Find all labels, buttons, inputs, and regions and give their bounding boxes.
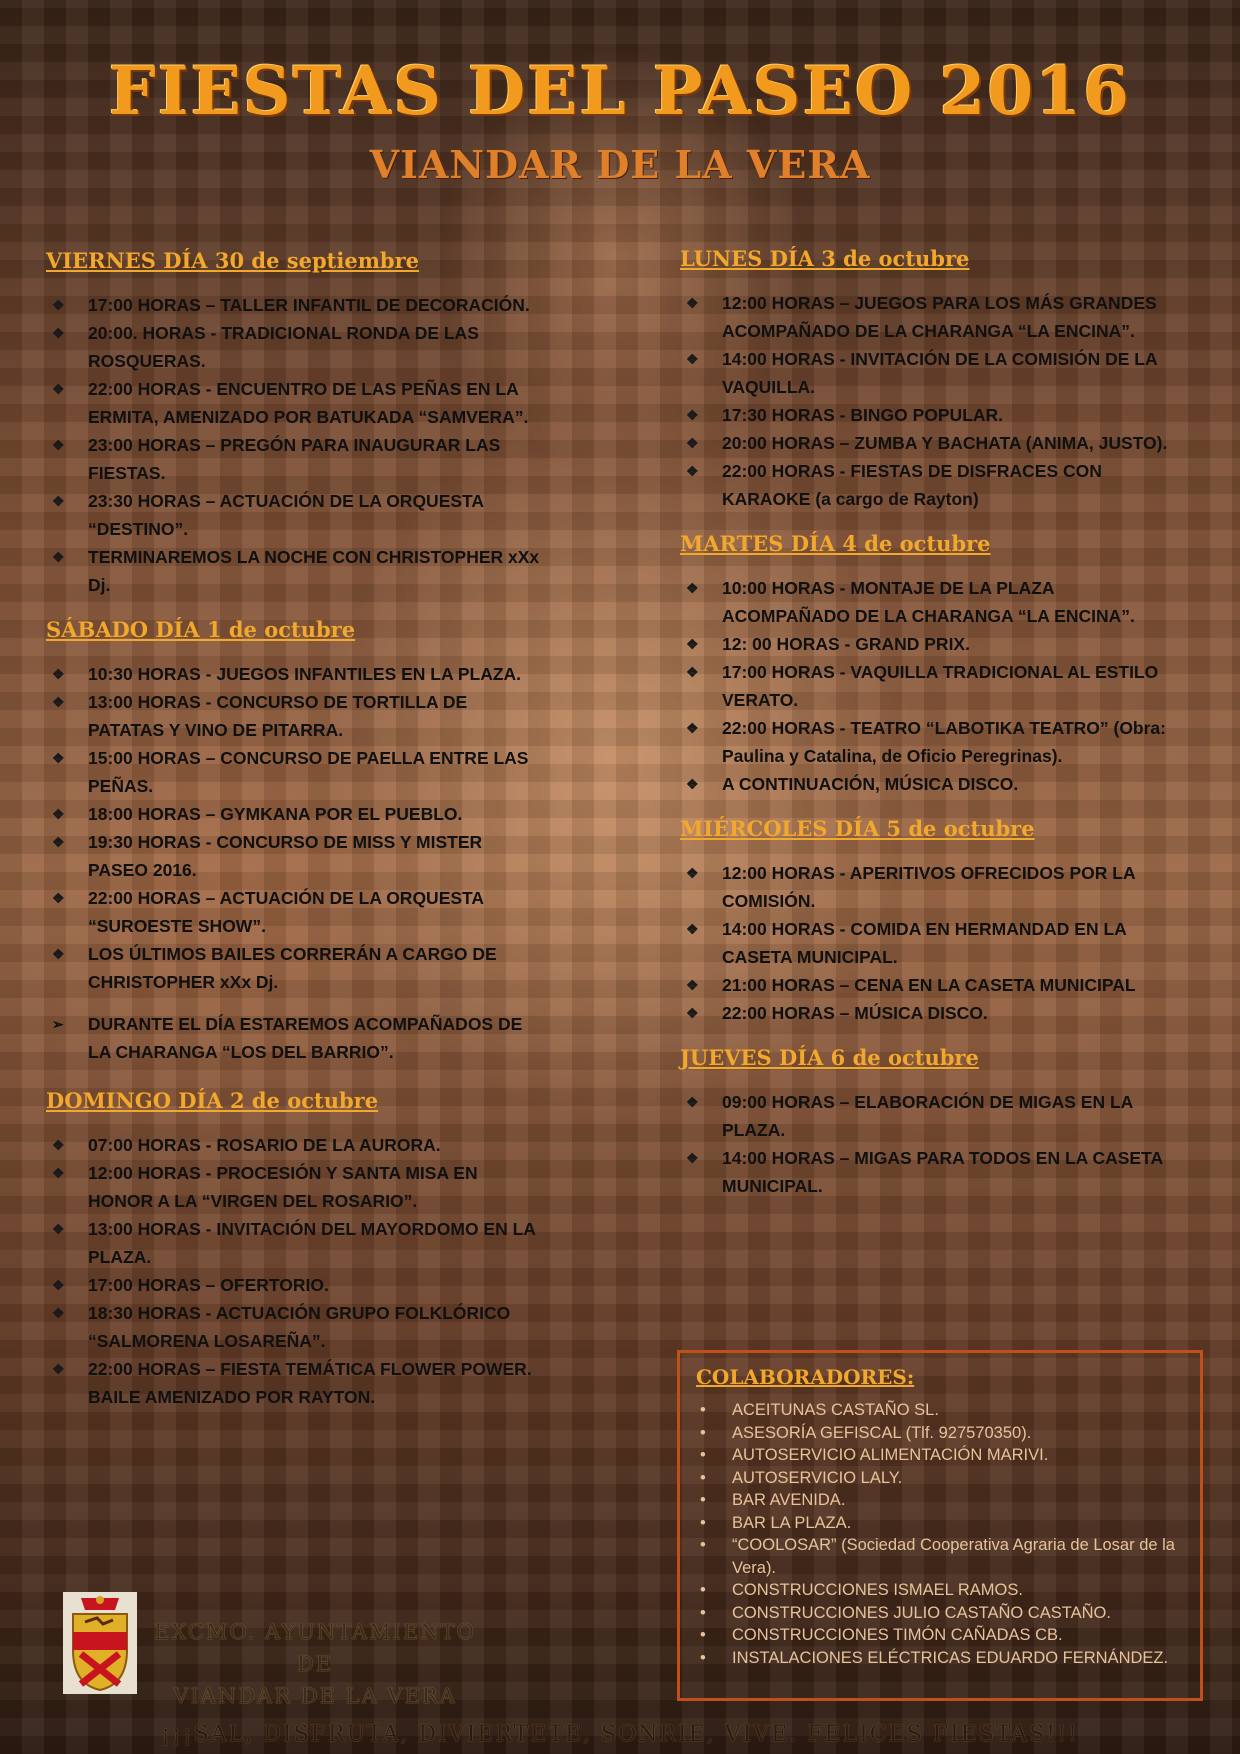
poster-subtitle: VIANDAR DE LA VERA — [369, 142, 871, 187]
event-item: ❖ 10:30 HORAS - JUEGOS INFANTILES EN LA PLAZA. — [46, 660, 546, 688]
event-item: ❖ 12: 00 HORAS - GRAND PRIX. — [680, 630, 1185, 658]
event-item: ❖ 14:00 HORAS - INVITACIÓN DE LA COMISIÓN DE LA VAQUILLA. — [680, 345, 1185, 401]
event-item: ❖ TERMINAREMOS LA NOCHE CON CHRISTOPHER xXx Dj. — [46, 543, 546, 599]
event-item: ❖ LOS ÚLTIMOS BAILES CORRERÁN A CARGO DE CHRISTOPHER xXx Dj. — [46, 940, 546, 996]
colaborador-item: • CONSTRUCCIONES JULIO CASTAÑO CASTAÑO. — [696, 1602, 1184, 1625]
sabado-note: ➢ DURANTE EL DÍA ESTAREMOS ACOMPAÑADOS DE LA CHARANGA “LOS DEL BARRIO”. — [46, 1010, 546, 1066]
event-item: ❖ 18:00 HORAS – GYMKANA POR EL PUEBLO. — [46, 800, 546, 828]
colaboradores-list — [696, 1399, 1184, 1669]
event-list — [46, 291, 546, 599]
ayuntamiento-line1: EXCMO. AYUNTAMIENTO DE — [154, 1620, 476, 1676]
day-heading: JUEVES DÍA 6 de octubre — [680, 1045, 979, 1070]
day-heading: DOMINGO DÍA 2 de octubre — [46, 1088, 379, 1113]
colaborador-item: • INSTALACIONES ELÉCTRICAS EDUARDO FERNÁNDEZ. — [696, 1647, 1184, 1670]
event-item: ❖ 14:00 HORAS - COMIDA EN HERMANDAD EN LA CASETA MUNICIPAL. — [680, 915, 1185, 971]
event-item: ❖ 13:00 HORAS - INVITACIÓN DEL MAYORDOMO EN LA PLAZA. — [46, 1215, 546, 1271]
event-item: ❖ 22:00 HORAS – MÚSICA DISCO. — [680, 999, 1185, 1027]
event-item: ❖ 22:00 HORAS – ACTUACIÓN DE LA ORQUESTA “SUROESTE SHOW”. — [46, 884, 546, 940]
colaborador-item: • BAR LA PLAZA. — [696, 1512, 1184, 1535]
event-item: ❖ 19:30 HORAS - CONCURSO DE MISS Y MISTER PASEO 2016. — [46, 828, 546, 884]
event-item: ❖ 10:00 HORAS - MONTAJE DE LA PLAZA ACOMPAÑADO DE LA CHARANGA “LA ENCINA”. — [680, 574, 1185, 630]
event-item: ❖ 18:30 HORAS - ACTUACIÓN GRUPO FOLKLÓRICO “SALMORENA LOSAREÑA”. — [46, 1299, 546, 1355]
day-heading: MARTES DÍA 4 de octubre — [680, 531, 991, 556]
day-sabado — [46, 617, 546, 1066]
event-item: ❖ 17:00 HORAS - VAQUILLA TRADICIONAL AL ESTILO VERATO. — [680, 658, 1185, 714]
event-item: ❖ 17:30 HORAS - BINGO POPULAR. — [680, 401, 1185, 429]
day-lunes — [680, 246, 1185, 513]
day-miercoles — [680, 816, 1185, 1027]
event-list — [680, 1088, 1185, 1200]
event-item: ❖ 20:00 HORAS – ZUMBA Y BACHATA (ANIMA, JUSTO). — [680, 429, 1185, 457]
event-item: ❖ 09:00 HORAS – ELABORACIÓN DE MIGAS EN LA PLAZA. — [680, 1088, 1185, 1144]
ayuntamiento-line2: VIANDAR DE LA VERA — [173, 1684, 457, 1708]
event-item: ❖ 17:00 HORAS – TALLER INFANTIL DE DECORACIÓN. — [46, 291, 546, 319]
colaboradores-heading: COLABORADORES: — [696, 1365, 915, 1389]
colaborador-item: • AUTOSERVICIO LALY. — [696, 1467, 1184, 1490]
colaborador-item: • AUTOSERVICIO ALIMENTACIÓN MARIVI. — [696, 1444, 1184, 1467]
day-heading: SÁBADO DÍA 1 de octubre — [46, 617, 356, 642]
day-heading: VIERNES DÍA 30 de septiembre — [46, 248, 420, 273]
day-martes — [680, 531, 1185, 798]
colaborador-item: • CONSTRUCCIONES ISMAEL RAMOS. — [696, 1579, 1184, 1602]
event-item: ❖ 21:00 HORAS – CENA EN LA CASETA MUNICIPAL — [680, 971, 1185, 999]
event-item: ❖ 23:30 HORAS – ACTUACIÓN DE LA ORQUESTA “DESTINO”. — [46, 487, 546, 543]
event-item: ❖ 15:00 HORAS – CONCURSO DE PAELLA ENTRE LAS PEÑAS. — [46, 744, 546, 800]
colaborador-item: • ACEITUNAS CASTAÑO SL. — [696, 1399, 1184, 1422]
colaborador-item: • CONSTRUCCIONES TIMÓN CAÑADAS CB. — [696, 1624, 1184, 1647]
day-domingo — [46, 1088, 546, 1411]
event-list — [46, 1131, 546, 1411]
event-item: ❖ 12:00 HORAS – JUEGOS PARA LOS MÁS GRANDES ACOMPAÑADO DE LA CHARANGA “LA ENCINA”. — [680, 289, 1185, 345]
event-item: ❖ 12:00 HORAS - PROCESIÓN Y SANTA MISA EN HONOR A LA “VIRGEN DEL ROSARIO”. — [46, 1159, 546, 1215]
event-item: ❖ 17:00 HORAS – OFERTORIO. — [46, 1271, 546, 1299]
event-item: ❖ 07:00 HORAS - ROSARIO DE LA AURORA. — [46, 1131, 546, 1159]
left-column — [46, 248, 546, 1429]
event-item: ❖ 22:00 HORAS - FIESTAS DE DISFRACES CON KARAOKE (a cargo de Rayton) — [680, 457, 1185, 513]
event-item: ❖ 22:00 HORAS - ENCUENTRO DE LAS PEÑAS EN LA ERMITA, AMENIZADO POR BATUKADA “SAMVERA”. — [46, 375, 546, 431]
colaborador-item: • “COOLOSAR” (Sociedad Cooperativa Agraria de Losar de la Vera). — [696, 1534, 1184, 1579]
colaboradores-box — [677, 1350, 1203, 1701]
day-viernes — [46, 248, 546, 599]
poster-title: FIESTAS DEL PASEO 2016 — [108, 52, 1132, 130]
event-item: ❖ A CONTINUACIÓN, MÚSICA DISCO. — [680, 770, 1185, 798]
event-item: ❖ 14:00 HORAS – MIGAS PARA TODOS EN LA CASETA MUNICIPAL. — [680, 1144, 1185, 1200]
ayuntamiento-label — [150, 1616, 480, 1712]
event-item: ❖ 20:00. HORAS - TRADICIONAL RONDA DE LAS ROSQUERAS. — [46, 319, 546, 375]
right-column — [680, 246, 1185, 1218]
event-item: ❖ 22:00 HORAS - TEATRO “LABOTIKA TEATRO” (Obra: Paulina y Catalina, de Oficio Peregrinas). — [680, 714, 1185, 770]
event-item: ❖ 12:00 HORAS - APERITIVOS OFRECIDOS POR LA COMISIÓN. — [680, 859, 1185, 915]
day-jueves — [680, 1045, 1185, 1200]
event-list — [680, 859, 1185, 1027]
event-item: ❖ 23:00 HORAS – PREGÓN PARA INAUGURAR LAS FIESTAS. — [46, 431, 546, 487]
event-list — [680, 574, 1185, 798]
day-heading: LUNES DÍA 3 de octubre — [680, 246, 970, 271]
colaborador-item: • BAR AVENIDA. — [696, 1489, 1184, 1512]
event-item: ❖ 22:00 HORAS – FIESTA TEMÁTICA FLOWER POWER. BAILE AMENIZADO POR RAYTON. — [46, 1355, 546, 1411]
event-list — [680, 289, 1185, 513]
event-list — [46, 660, 546, 996]
day-heading: MIÉRCOLES DÍA 5 de octubre — [680, 816, 1035, 841]
event-item: ❖ 13:00 HORAS - CONCURSO DE TORTILLA DE PATATAS Y VINO DE PITARRA. — [46, 688, 546, 744]
footer-slogan: ¡¡¡SAL, DISFRUTA, DIVIERTETE, SONRÍE, VIVE. FELICES FIESTAS!!! — [161, 1722, 1079, 1747]
colaborador-item: • ASESORÍA GEFISCAL (Tlf. 927570350). — [696, 1422, 1184, 1445]
coat-of-arms-icon — [63, 1592, 137, 1694]
